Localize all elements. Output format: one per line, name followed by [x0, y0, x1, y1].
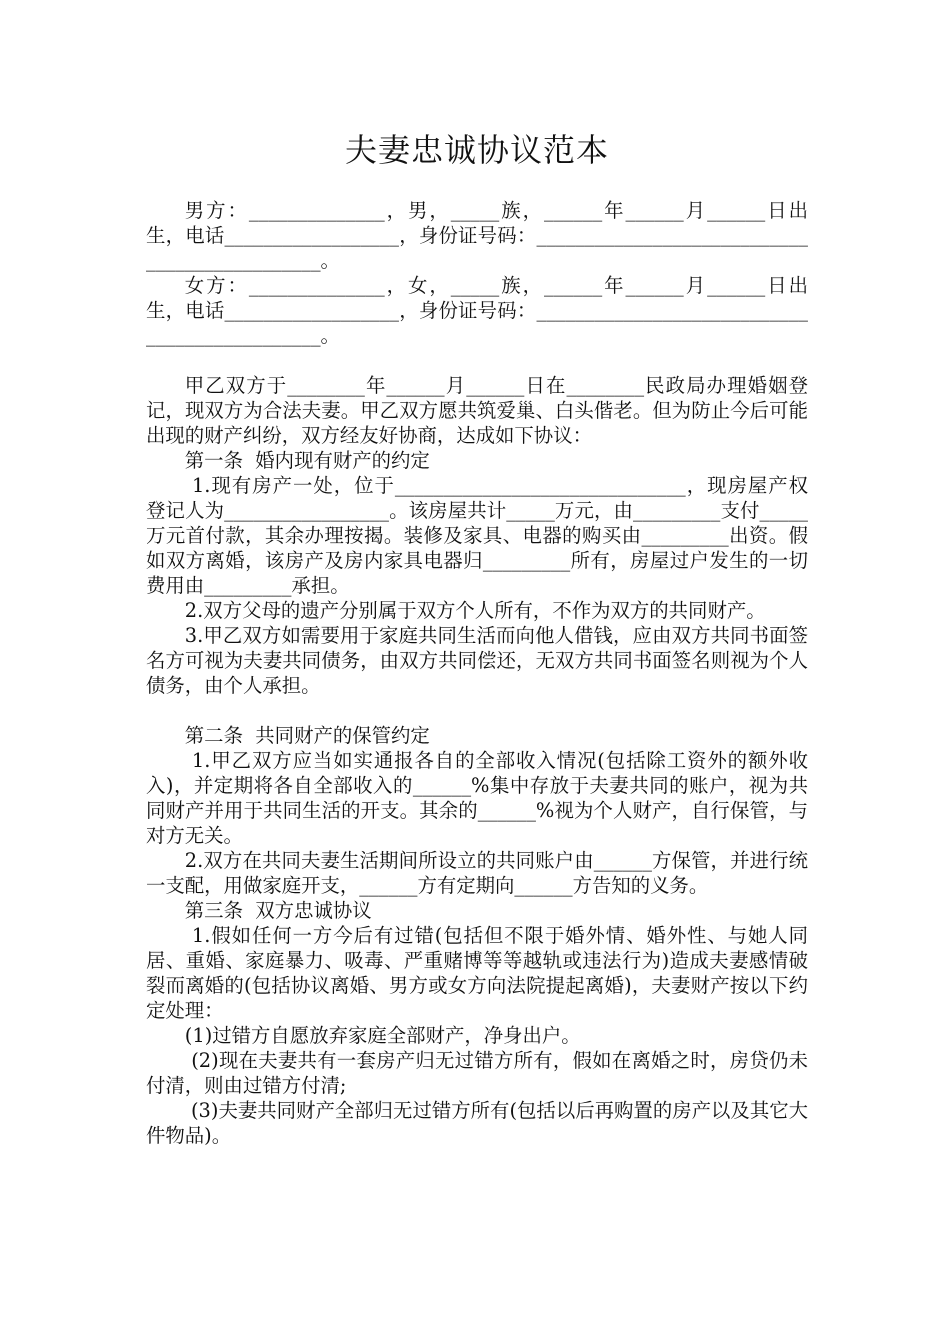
- article-3-item-3: (3)夫妻共同财产全部归无过错方所有(包括以后再购置的房产以及其它大件物品)。: [146, 1099, 809, 1147]
- article-1-clause-3: 3.甲乙双方如需要用于家庭共同生活而向他人借钱，应由双方共同书面签名方可视为夫妻共同债务，由双方共同偿还，无双方共同书面签名则视为个人债务，由个人承担。: [146, 624, 808, 697]
- article-1-clause-2: 2.双方父母的遗产分别属于双方个人所有，不作为双方的共同财产。: [184, 599, 766, 622]
- article-3-clause-1: 1.假如任何一方今后有过错(包括但不限于婚外情、婚外性、与她人同居、重婚、家庭暴力、吸毒、严重赌博等等越轨或违法行为)造成夫妻感情破裂而离婚的(包括协议离婚、男方或女方向法院提起离婚)，夫妻财产按以下约定处理：: [146, 924, 808, 1022]
- wife-info-paragraph: 女方：______________，女，_____族，______年______月______日出生，电话__________________，身份证号码：______________________________________________。: [146, 274, 808, 347]
- document-body: [146, 198, 808, 1148]
- article-1-clause-1: 1.现有房产一处，位于______________________________，现房屋产权登记人为_________________。该房屋共计_____万元，由_________支付_____万元首付款，其余办理按揭。装修及家具、电器的购买由_________出资。假如双方离婚，该房产及房内家具电器归_________所有，房屋过户发生的一切费用由_________承担。: [146, 474, 808, 597]
- article-2-clause-1: 1.甲乙双方应当如实通报各自的全部收入情况(包括除工资外的额外收入)，并定期将各自全部收入的______%集中存放于夫妻共同的账户，视为共同财产并用于共同生活的开支。其余的______%视为个人财产，自行保管，与对方无关。: [146, 749, 808, 847]
- article-2-heading: 第二条 共同财产的保管约定: [184, 724, 430, 747]
- article-3-heading: 第三条 双方忠诚协议: [184, 899, 372, 922]
- article-3-item-1: (1)过错方自愿放弃家庭全部财产，净身出户。: [184, 1024, 581, 1047]
- husband-info-paragraph: 男方：______________，男，_____族，______年______月______日出生，电话__________________，身份证号码：______________________________________________。: [146, 199, 808, 272]
- article-1-heading: 第一条 婚内现有财产的约定: [184, 449, 430, 472]
- article-2-clause-2: 2.双方在共同夫妻生活期间所设立的共同账户由______方保管，并进行统一支配，用做家庭开支，______方有定期向______方告知的义务。: [146, 849, 808, 897]
- preamble-paragraph: 甲乙双方于________年______月______日在________民政局办理婚姻登记，现双方为合法夫妻。甲乙双方愿共筑爱巢、白头偕老。但为防止今后可能出现的财产纠纷，双方经友好协商，达成如下协议：: [146, 374, 808, 447]
- document-title: 夫妻忠诚协议范本: [344, 131, 609, 169]
- article-3-item-2: (2)现在夫妻共有一套房产归无过错方所有，假如在离婚之时，房贷仍未付清，则由过错方付清;: [146, 1049, 808, 1097]
